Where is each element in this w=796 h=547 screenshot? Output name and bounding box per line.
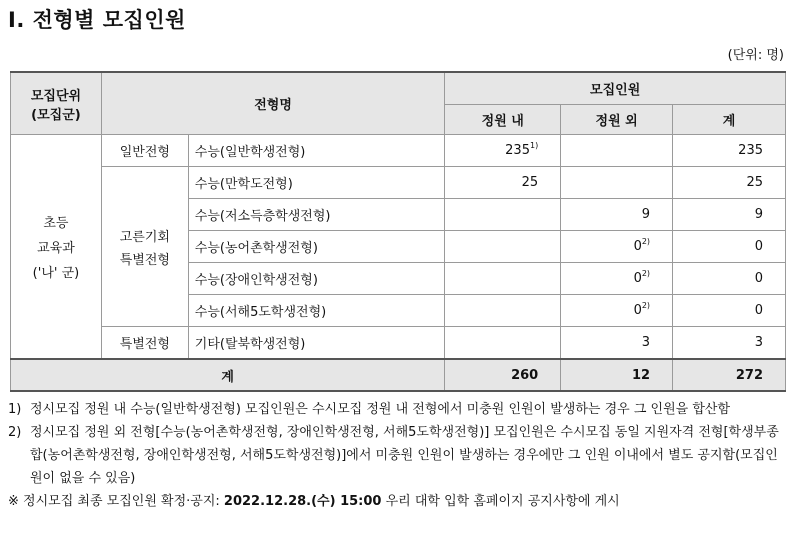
type-name-cell: 수능(저소득층학생전형): [188, 199, 445, 231]
type-name-cell: 수능(일반학생전형): [188, 135, 445, 167]
out-quota-cell: 9: [561, 199, 673, 231]
in-quota-cell: [445, 295, 561, 327]
header-quota: 모집인원: [445, 72, 786, 105]
header-in-quota: 정원 내: [445, 105, 561, 135]
header-type: 전형명: [101, 72, 444, 135]
category-line: 특별전형: [119, 252, 170, 268]
category-cell: [101, 167, 188, 327]
header-unit: [11, 72, 102, 135]
total-in-quota: 260: [445, 359, 561, 391]
table-row: [11, 135, 786, 167]
final-notice-prefix: 정시모집 최종 모집인원 확정·공지:: [23, 494, 220, 509]
in-quota-cell: 25: [445, 167, 561, 199]
footnote: [8, 421, 790, 490]
category-cell: 특별전형: [101, 327, 188, 360]
table-row: [11, 327, 786, 360]
in-quota-cell: [445, 263, 561, 295]
out-quota-cell: 0$^{2)}$: [561, 263, 673, 295]
in-quota-cell: [445, 231, 561, 263]
unit-name-line: ('나' 군): [32, 266, 80, 281]
out-quota-cell: 3: [561, 327, 673, 360]
category-cell: 일반전형: [101, 135, 188, 167]
total-cell: 3: [673, 327, 786, 360]
total-out-quota: 12: [561, 359, 673, 391]
total-label: 계: [11, 359, 445, 391]
footnotes: [8, 398, 790, 513]
out-quota-cell: [561, 167, 673, 199]
header-out-quota: 정원 외: [561, 105, 673, 135]
total-cell: 0: [673, 263, 786, 295]
header-unit-label: 모집단위: [30, 88, 82, 104]
type-name-cell: 수능(농어촌학생전형): [188, 231, 445, 263]
total-cell: 235: [673, 135, 786, 167]
total-row: [11, 359, 786, 391]
in-quota-cell: 235$^{1)}$: [445, 135, 561, 167]
total-cell: 0: [673, 295, 786, 327]
unit-name-line: 초등: [43, 216, 69, 231]
header-total: 계: [673, 105, 786, 135]
in-quota-cell: [445, 199, 561, 231]
out-quota-cell: 0$^{2)}$: [561, 231, 673, 263]
unit-name-line: 교육과: [37, 241, 75, 256]
unit-cell: [11, 135, 102, 360]
footnote-text: 정시모집 정원 외 전형[수능(농어촌학생전형, 장애인학생전형, 서해5도학생전형)] 모집인원은 수시모집 동일 지원자격 전형[학생부종합(농어촌학생전형, 장애인학생전형, 서해5도학생전형)]에서 미충원 인원이 발생하는 경우에만 그 인원 이내에서 별도 공지함(모집인원이 없을 수 있음): [30, 425, 779, 486]
final-notice-date: 2022.12.28.(수) 15:00: [223, 494, 382, 509]
type-name-cell: 수능(서해5도학생전형): [188, 295, 445, 327]
footnote-text: 정시모집 정원 내 수능(일반학생전형) 모집인원은 수시모집 정원 내 전형에서 미충원 인원이 발생하는 경우 그 인원을 합산함: [30, 402, 731, 417]
total-cell: 0: [673, 231, 786, 263]
out-quota-cell: [561, 135, 673, 167]
total-cell: 25: [673, 167, 786, 199]
footnote-number: 2): [8, 425, 22, 440]
category-line: 고른기회: [119, 229, 170, 245]
header-unit-sub: (모집군): [31, 107, 81, 123]
table-row: [11, 167, 786, 199]
type-name-cell: 수능(만학도전형): [188, 167, 445, 199]
out-quota-cell: 0$^{2)}$: [561, 295, 673, 327]
unit-label: (단위: 명): [727, 48, 784, 63]
page-title: Ⅰ. 전형별 모집인원: [8, 8, 186, 32]
quota-table: [10, 71, 786, 392]
footnote-number: 1): [8, 402, 22, 417]
final-notice-suffix: 우리 대학 입학 홈페이지 공지사항에 게시: [385, 494, 620, 509]
type-name-cell: 기타(탈북학생전형): [188, 327, 445, 360]
type-name-cell: 수능(장애인학생전형): [188, 263, 445, 295]
in-quota-cell: [445, 327, 561, 360]
total-cell: 9: [673, 199, 786, 231]
final-notice: [8, 490, 790, 513]
reference-mark-icon: ※: [8, 494, 19, 509]
footnote: [8, 398, 790, 421]
total-total: 272: [673, 359, 786, 391]
